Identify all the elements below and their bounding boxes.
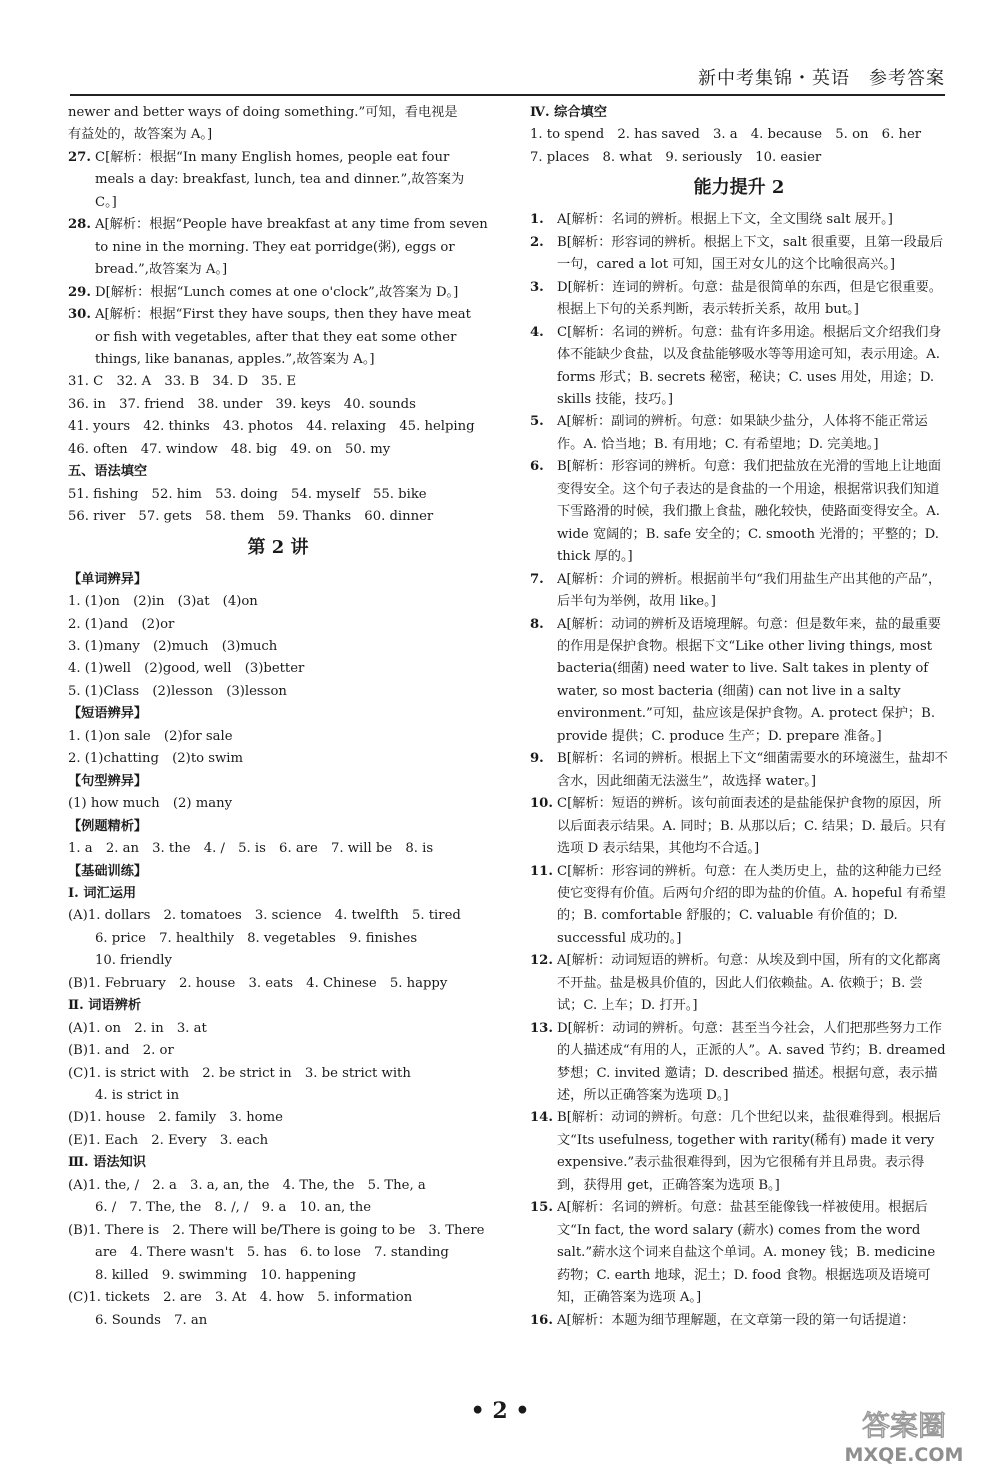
item-text: C[解析：短语的辨析。该句前面表述的是盐能保护食物的原因，所以后面表示结果。A. 同时；B. 从那以后；C. 结果；D. 最后。只有选项 D 表示结果，其他均不合适。] xyxy=(557,796,946,857)
item-number: 5. xyxy=(530,414,544,430)
answer-row: (B)1. February 2. house 3. eats 4. Chinese 5. happy xyxy=(68,975,448,991)
item-text: D[解析：连词的辨析。句意：盐是很简单的东西，但是它很重要。根据上下句的关系判断，表示转折关系，故用 but。] xyxy=(557,279,942,318)
answer-row: (B)1. There is 2. There will be/There is going to be 3. There xyxy=(68,1222,485,1238)
answer-row: (C)1. is strict with 2. be strict in 3. be strict with xyxy=(68,1065,411,1081)
section-title: Ⅰ. 词汇运用 xyxy=(68,885,137,901)
answer-row: 3. (1)many (2)much (3)much xyxy=(68,638,278,654)
item-number: 30. xyxy=(68,307,91,323)
answer-row: 56. river 57. gets 58. them 59. Thanks 60. dinner xyxy=(68,509,434,525)
item-text: A[解析：副词的辨析。句意：如果缺少盐分，人体将不能正常运作。A. 恰当地；B. 有用地；C. 有希望地；D. 完美地。] xyxy=(557,414,928,452)
answer-line: newer and better ways of doing something.”可知，看电视是 xyxy=(68,105,458,120)
item-text: B[解析：形容词的辨析。句意：我们把盐放在光滑的雪地上让地面变得安全。这个句子表达的是食盐的一个用途，根据常识我们知道下雪路滑的时候，我们撒上食盐，融化较快，使路面变得安全。A. wide 宽阔的；B. safe 安全的；C. smooth 光滑的；平整的；D. thick 厚的。] xyxy=(557,459,945,565)
section-title: 【短语辨异】 xyxy=(68,706,148,722)
item-text: D[解析：动词的辨析。句意：甚至当今社会，人们把那些努力工作的人描述成“有用的人，正派的人”。A. saved 节约；B. dreamed 梦想；C. invited 邀请；D. described 描述。根据句意，表示描述，所以正确答案为选项 D。] xyxy=(557,1020,950,1104)
item-text: B[解析：形容词的辨析。根据上下文，salt 很重要，且第一段最后一句，cared a lot 可知，国王对女儿的这个比喻很高兴。] xyxy=(557,234,944,273)
item-number: 1. xyxy=(530,212,544,228)
answer-row: 31. C 32. A 33. B 34. D 35. E xyxy=(68,374,297,390)
answer-item xyxy=(530,456,948,568)
answer-item xyxy=(530,232,948,277)
answer-item xyxy=(530,1107,948,1197)
item-number: 9. xyxy=(530,751,544,767)
section-title: 【单词辨异】 xyxy=(68,571,148,587)
answer-item xyxy=(530,569,948,614)
answer-row: 2. (1)and (2)or xyxy=(68,616,175,632)
answer-row: (B)1. and 2. or xyxy=(68,1043,174,1059)
answer-row: 1. a 2. an 3. the 4. / 5. is 6. are 7. will be 8. is xyxy=(68,841,434,857)
ability-title: 能力提升 2 xyxy=(693,177,785,199)
header-title: 新中考集锦・英语 参考答案 xyxy=(698,68,945,89)
answer-row: 41. yours 42. thinks 43. photos 44. relaxing 45. helping xyxy=(68,419,475,435)
item-text: A[解析：介词的辨析。根据前半句“我们用盐生产出其他的产品”，后半句为举例，故用 like。] xyxy=(557,571,942,610)
section-title: 【句型辨异】 xyxy=(68,773,148,789)
answer-row: (C)1. tickets 2. are 3. At 4. how 5. information xyxy=(68,1290,413,1306)
answer-item xyxy=(68,282,488,304)
item-text: A[解析：根据“People have breakfast at any time from seven to nine in the morning. They eat porridge(粥), eggs or bread.”,故答案为 A。] xyxy=(95,217,492,278)
item-number: 15. xyxy=(530,1200,553,1216)
watermark-text-url: MXQE.COM xyxy=(844,1444,964,1466)
section-title: 【例题精析】 xyxy=(68,818,148,834)
section-title: Ⅳ. 综合填空 xyxy=(530,105,607,120)
answer-row: 7. places 8. what 9. seriously 10. easier xyxy=(530,149,822,165)
section-title: 五、语法填空 xyxy=(68,464,148,480)
item-number: 7. xyxy=(530,571,544,587)
item-number: 6. xyxy=(530,459,544,475)
lecture-title: 第 2 讲 xyxy=(247,536,309,558)
answer-item xyxy=(530,793,948,860)
answer-row: 10. friendly xyxy=(95,953,172,969)
answer-row: 4. is strict in xyxy=(95,1088,180,1104)
answer-item xyxy=(68,214,492,281)
answer-row: 5. (1)Class (2)lesson (3)lesson xyxy=(68,683,287,699)
answer-row: 1. (1)on (2)in (3)at (4)on xyxy=(68,594,258,610)
item-text: A[解析：动词的辨析及语境理解。句意：但是数年来，盐的最重要的作用是保护食物。根据下文“Like other living things, most bacteria(细菌) need water to live. Salt takes in plenty of water, so most bacteria (细菌) can not live in a salty environment.”可知，盐应该是保护食物。A. protect 保护；B. provide 提供；C. produce 生产；D. prepare 准备。] xyxy=(557,616,941,744)
item-number: 16. xyxy=(530,1312,553,1328)
section-title: 【基础训练】 xyxy=(68,863,148,879)
answer-row: 6. price 7. healthily 8. vegetables 9. finishes xyxy=(95,930,418,946)
answer-row: 6. Sounds 7. an xyxy=(95,1312,208,1328)
answer-row: (A)1. the, / 2. a 3. a, an, the 4. The, the 5. The, a xyxy=(68,1177,426,1193)
answer-row: 51. fishing 52. him 53. doing 54. myself 55. bike xyxy=(68,486,427,502)
answer-item xyxy=(530,748,948,793)
page-number: • 2 • xyxy=(470,1398,530,1424)
answer-row: (D)1. house 2. family 3. home xyxy=(68,1110,283,1126)
item-number: 29. xyxy=(68,284,91,300)
item-text: A[解析：动词短语的辨析。句意：从埃及到中国，所有的文化都离不开盐。盐是极具价值的，因此人们依赖盐。A. 依赖于；B. 尝试；C. 上车；D. 打开。] xyxy=(557,953,941,1014)
answer-row: 1. (1)on sale (2)for sale xyxy=(68,728,233,744)
item-number: 13. xyxy=(530,1020,553,1036)
item-text: A[解析：本题为细节理解题，在文章第一段的第一句话提道： xyxy=(557,1312,915,1328)
answer-row: (1) how much (2) many xyxy=(68,796,233,812)
right-column xyxy=(530,102,948,1332)
item-number: 27. xyxy=(68,149,91,165)
answer-item xyxy=(530,1197,948,1309)
answer-row: (A)1. dollars 2. tomatoes 3. science 4. twelfth 5. tired xyxy=(68,908,461,924)
answer-item xyxy=(530,1018,948,1108)
answer-row: are 4. There wasn't 5. has 6. to lose 7. standing xyxy=(95,1245,449,1261)
item-text: A[解析：名词的辨析。根据上下文，全文围绕 salt 展开。] xyxy=(557,212,893,228)
item-number: 12. xyxy=(530,953,553,969)
answer-row: (A)1. on 2. in 3. at xyxy=(68,1020,207,1036)
item-number: 10. xyxy=(530,796,553,812)
answer-row: 6. / 7. The, the 8. /, / 9. a 10. an, the xyxy=(95,1200,371,1216)
answer-line: 有益处的，故答案为 A。] xyxy=(68,127,213,143)
answer-item xyxy=(530,1310,948,1332)
answer-row: 46. often 47. window 48. big 49. on 50. my xyxy=(68,441,391,457)
item-number: 28. xyxy=(68,217,91,233)
answer-item xyxy=(68,147,488,214)
section-title: Ⅲ. 语法知识 xyxy=(68,1155,146,1171)
answer-item xyxy=(530,322,948,412)
watermark-text-cn: 答案圈 xyxy=(861,1409,947,1442)
item-text: A[解析：根据“First they have soups, then they have meat or fish with vegetables, after that they eat some other things, like bananas, apples.”,故答案为 A。] xyxy=(95,307,476,367)
item-text: C[解析：名词的辨析。句意：盐有许多用途。根据后文介绍我们身体不能缺少食盐，以及食盐能够吸水等等用途可知，表示用途。A. forms 形式；B. secrets 秘密，秘诀；C. uses 用处，用途；D. skills 技能，技巧。] xyxy=(557,324,945,407)
answer-item xyxy=(68,304,488,371)
item-text: C[解析：根据“In many English homes, people eat four meals a day: breakfast, lunch, tea and dinner.”,故答案为 C。] xyxy=(95,149,469,210)
page-header xyxy=(70,58,945,96)
answer-item xyxy=(530,614,948,749)
item-text: B[解析：动词的辨析。句意：几个世纪以来，盐很难得到。根据后文“Its usefulness, together with rarity(稀有) made it very expensive.”表示盐很难得到，因为它很稀有并且昂贵。表示得到，获得用 get，正确答案为选项 B。] xyxy=(557,1110,942,1193)
left-column xyxy=(68,102,492,1332)
item-text: D[解析：根据“Lunch comes at one o'clock”,故答案为 D。] xyxy=(95,284,459,300)
item-number: 14. xyxy=(530,1110,553,1126)
item-number: 8. xyxy=(530,616,544,632)
answer-row: (E)1. Each 2. Every 3. each xyxy=(68,1132,269,1148)
answer-row: 4. (1)well (2)good, well (3)better xyxy=(68,661,305,677)
answer-item xyxy=(530,209,948,231)
item-number: 3. xyxy=(530,279,544,295)
item-text: C[解析：形容词的辨析。句意：在人类历史上，盐的这种能力已经使它变得有价值。后两句介绍的即为盐的价值。A. hopeful 有希望的；B. comfortable 舒服的；C. valuable 有价值的；D. successful 成功的。] xyxy=(557,863,946,946)
section-title: Ⅱ. 词语辨析 xyxy=(68,998,142,1014)
item-number: 4. xyxy=(530,324,544,340)
answer-row: 8. killed 9. swimming 10. happening xyxy=(95,1267,357,1283)
answer-row: 36. in 37. friend 38. under 39. keys 40. sounds xyxy=(68,396,416,412)
item-text: A[解析：名词的辨析。句意：盐甚至能像钱一样被使用。根据后文“In fact, the word salary (薪水) comes from the word salt.”薪水这个词来自盐这个单词。A. money 钱；B. medicine 药物；C. earth 地球，泥土；D. food 食物。根据选项及语境可知，正确答案为选项 A。] xyxy=(557,1200,940,1306)
item-number: 11. xyxy=(530,863,553,879)
answer-item xyxy=(530,950,948,1017)
answer-row: 2. (1)chatting (2)to swim xyxy=(68,751,244,767)
answer-item xyxy=(530,861,948,951)
watermark-logo xyxy=(830,1405,978,1467)
item-number: 2. xyxy=(530,234,544,250)
answer-item xyxy=(530,277,948,322)
answer-item xyxy=(530,411,948,456)
item-text: B[解析：名词的辨析。根据上下文“细菌需要水的环境滋生，盐却不含水，因此细菌无法滋生”，故选择 water。] xyxy=(557,751,948,789)
answer-row: 1. to spend 2. has saved 3. a 4. because 5. on 6. her xyxy=(530,127,922,143)
